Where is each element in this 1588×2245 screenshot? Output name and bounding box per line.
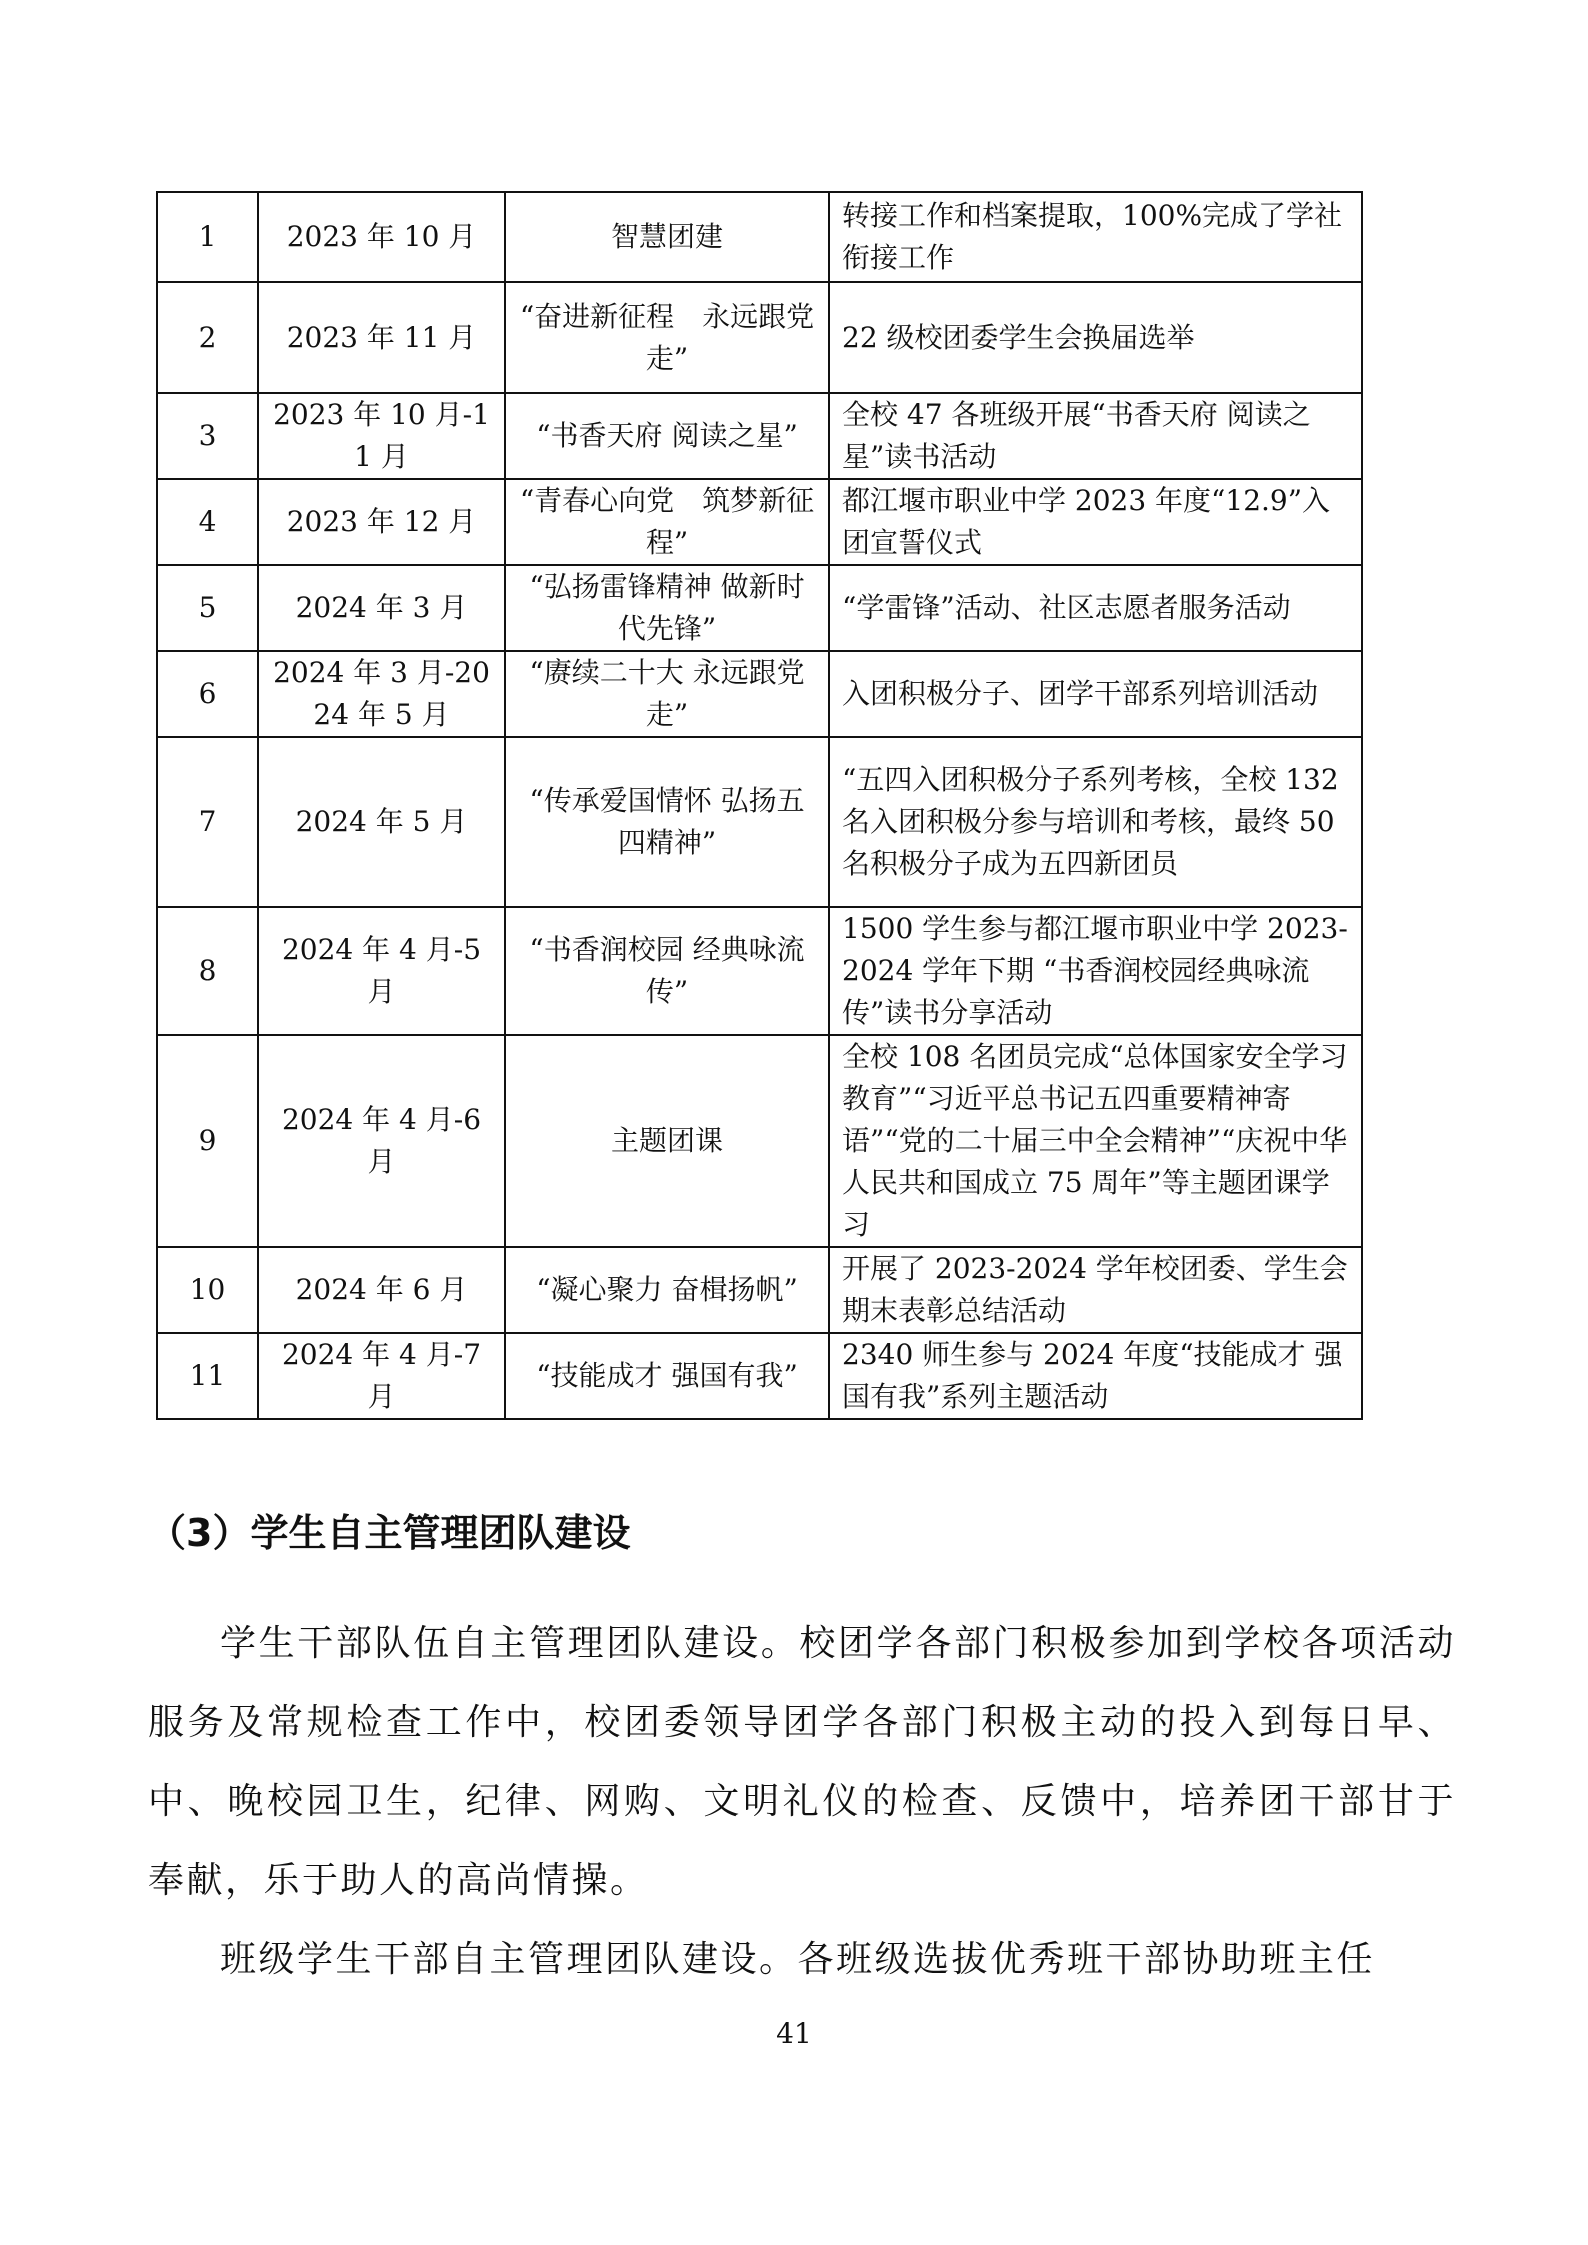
table-row: [157, 1333, 1362, 1419]
table-row: [157, 737, 1362, 907]
table-row: [157, 282, 1362, 393]
row-date: 2024 年 4 月-6 月: [258, 1035, 505, 1247]
row-number: 11: [157, 1333, 258, 1419]
section-heading: （3）学生自主管理团队建设: [148, 1511, 631, 1555]
row-number: 7: [157, 737, 258, 907]
row-content: 开展了 2023-2024 学年校团委、学生会期末表彰总结活动: [829, 1247, 1362, 1333]
row-date: 2024 年 5 月: [258, 737, 505, 907]
row-content: 22 级校团委学生会换届选举: [829, 282, 1362, 393]
row-number: 10: [157, 1247, 258, 1333]
row-date: 2024 年 4 月-5 月: [258, 907, 505, 1035]
page-number: 41: [776, 2017, 812, 2050]
row-content: 都江堰市职业中学 2023 年度“12.9”入团宣誓仪式: [829, 479, 1362, 565]
table-row: [157, 651, 1362, 737]
row-theme: “传承爱国情怀 弘扬五四精神”: [505, 737, 829, 907]
row-theme: “青春心向党 筑梦新征程”: [505, 479, 829, 565]
row-theme: “弘扬雷锋精神 做新时代先锋”: [505, 565, 829, 651]
row-date: 2024 年 4 月-7 月: [258, 1333, 505, 1419]
activities-table: [156, 191, 1363, 1420]
body-text: [148, 1604, 1456, 1999]
row-theme: “技能成才 强国有我”: [505, 1333, 829, 1419]
row-date: 2023 年 12 月: [258, 479, 505, 565]
row-number: 4: [157, 479, 258, 565]
table-row: [157, 1247, 1362, 1333]
row-theme: 主题团课: [505, 1035, 829, 1247]
paragraph: 学生干部队伍自主管理团队建设。校团学各部门积极参加到学校各项活动服务及常规检查工作中，校团委领导团学各部门积极主动的投入到每日早、中、晚校园卫生，纪律、网购、文明礼仪的检查、反馈中，培养团干部甘于奉献，乐于助人的高尚情操。: [148, 1623, 1456, 1901]
row-theme: “奋进新征程 永远跟党走”: [505, 282, 829, 393]
row-content: “学雷锋”活动、社区志愿者服务活动: [829, 565, 1362, 651]
row-number: 9: [157, 1035, 258, 1247]
row-theme: 智慧团建: [505, 192, 829, 282]
row-number: 2: [157, 282, 258, 393]
row-content: “五四入团积极分子系列考核，全校 132 名入团积极分参与培训和考核，最终 50 名积极分子成为五四新团员: [829, 737, 1362, 907]
table-row: [157, 479, 1362, 565]
row-theme: “凝心聚力 奋楫扬帆”: [505, 1247, 829, 1333]
table-row: [157, 1035, 1362, 1247]
row-content: 全校 47 各班级开展“书香天府 阅读之星”读书活动: [829, 393, 1362, 479]
table-row: [157, 192, 1362, 282]
row-theme: “书香天府 阅读之星”: [505, 393, 829, 479]
paragraph: 班级学生干部自主管理团队建设。各班级选拔优秀班干部协助班主任: [220, 1939, 1376, 1980]
row-theme: “书香润校园 经典咏流传”: [505, 907, 829, 1035]
row-number: 5: [157, 565, 258, 651]
row-theme: “赓续二十大 永远跟党走”: [505, 651, 829, 737]
row-date: 2024 年 3 月-2024 年 5 月: [258, 651, 505, 737]
row-number: 3: [157, 393, 258, 479]
row-date: 2023 年 10 月: [258, 192, 505, 282]
row-date: 2024 年 6 月: [258, 1247, 505, 1333]
row-number: 6: [157, 651, 258, 737]
row-content: 转接工作和档案提取，100%完成了学社衔接工作: [829, 192, 1362, 282]
row-date: 2023 年 10 月-11 月: [258, 393, 505, 479]
table-row: [157, 907, 1362, 1035]
row-date: 2024 年 3 月: [258, 565, 505, 651]
table-row: [157, 393, 1362, 479]
row-number: 8: [157, 907, 258, 1035]
row-content: 1500 学生参与都江堰市职业中学 2023-2024 学年下期 “书香润校园经典咏流传”读书分享活动: [829, 907, 1362, 1035]
row-content: 入团积极分子、团学干部系列培训活动: [829, 651, 1362, 737]
row-content: 全校 108 名团员完成“总体国家安全学习教育”“习近平总书记五四重要精神寄语”“党的二十届三中全会精神”“庆祝中华人民共和国成立 75 周年”等主题团课学习: [829, 1035, 1362, 1247]
row-number: 1: [157, 192, 258, 282]
row-date: 2023 年 11 月: [258, 282, 505, 393]
table-row: [157, 565, 1362, 651]
row-content: 2340 师生参与 2024 年度“技能成才 强国有我”系列主题活动: [829, 1333, 1362, 1419]
